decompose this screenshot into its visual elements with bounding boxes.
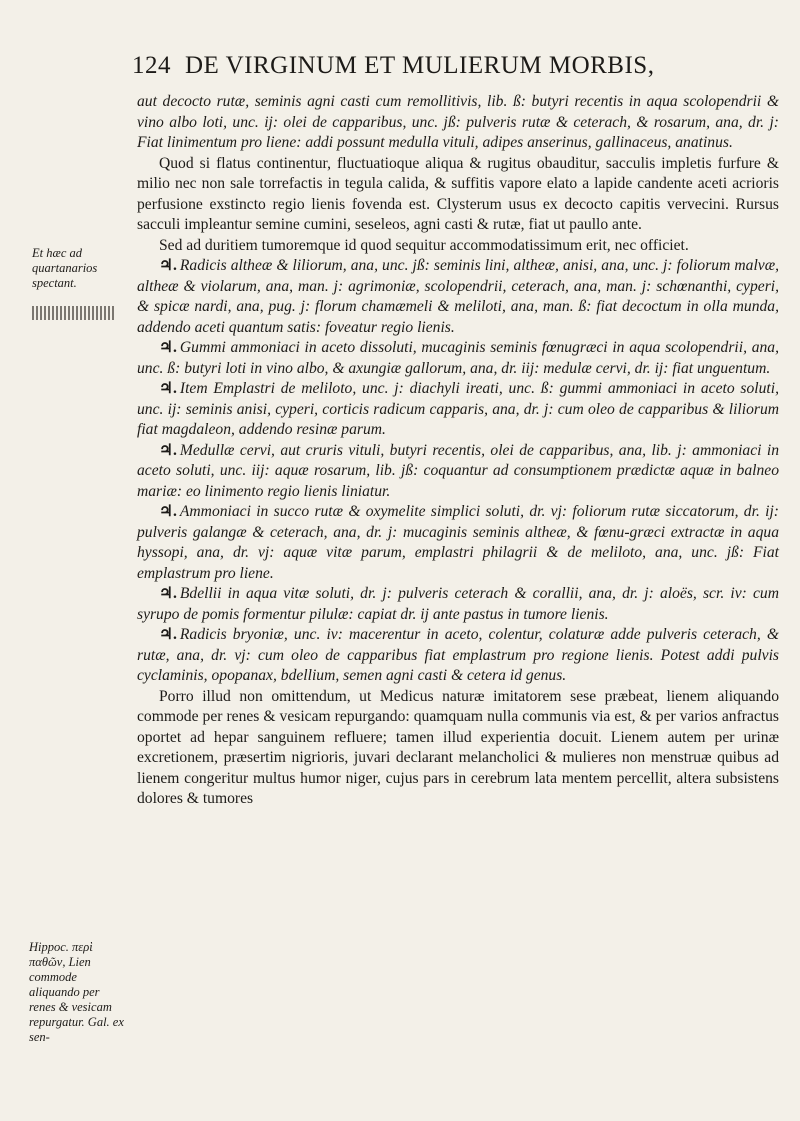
recipe-6 <box>137 584 779 625</box>
recipe-text: Ammoniaci in succo rutæ & oxymelite simplici soluti, dr. vj: foliorum rutæ siccatorum, dr. ij: pulveris galangæ & ceterach, ana, dr. j: mucaginis seminis altheæ, & fœnu-græci extractæ in aqua hyssopi, ana, dr. vj: aquæ vitæ parum, emplastri philagrii & de meliloto, ana, unc. jß: Fiat emplastrum pro liene. <box>137 503 779 582</box>
recipe-symbol: ♃. <box>159 441 177 459</box>
recipe-symbol: ♃. <box>159 257 177 274</box>
margin-note-hippocrates: Hippoc. περὶ παθῶν, Lien commode aliquando per renes & vesicam repurgatur. Gal. ex sen- <box>29 940 124 1044</box>
recipe-text: Medullæ cervi, aut cruris vituli, butyri recentis, olei de capparibus, ana, lib. j: ammoniaci in aceto soluti, unc. iij: aquæ rosarum, lib. jß: coquantur ad consumptionem prædictæ aquæ in balneo mariæ: eo linimento regio lienis liniatur. <box>137 441 779 500</box>
recipe-5 <box>137 502 779 584</box>
recipe-symbol: ♃. <box>159 380 177 397</box>
recipe-3 <box>137 379 779 441</box>
recipe-text: Item Emplastri de meliloto, unc. j: diachyli ireati, unc. ß: gummi ammoniaci in aceto soluti, unc. ij: seminis anisi, cyperi, corticis radicum capparis, ana, dr. j: cum oleo de capparibus & liliorum fiat magdaleon, addendo resinæ parum. <box>137 380 779 438</box>
paragraph-2 <box>137 154 779 236</box>
paragraph-final <box>137 687 779 810</box>
recipe-text: Radicis altheæ & liliorum, ana, unc. jß: seminis lini, altheæ, anisi, ana, unc. j: foliorum malvæ, altheæ & violarum, ana, man. j: agrimoniæ, scolopendrii, ceterach, ana, man. j: schœnanthi, cyperi, & spicæ nardi, ana, pug. j: florum chamæmeli & meliloti, ana, man. ß: fiat decoctum in olla munda, addendo aceti quantum satis: foveatur regio lienis. <box>137 257 779 336</box>
page-number: 124 <box>132 52 171 79</box>
recipe-text: Gummi ammoniaci in aceto dissoluti, mucaginis seminis fœnugræci in aqua scolopendrii, ana, unc. ß: butyri loti in vino albo, & axungiæ gallorum, ana, dr. iij: medulæ cervi, dr. ij: fiat unguentum. <box>137 339 779 377</box>
running-title: DE VIRGINUM ET MULIERUM MORBIS, <box>185 52 655 79</box>
recipe-7 <box>137 625 779 687</box>
recipe-symbol: ♃. <box>159 339 177 356</box>
recipe-4 <box>137 441 779 503</box>
main-text <box>137 92 779 810</box>
paragraph-text: Quod si flatus continentur, fluctuatioque aliqua & rugitus obauditur, sacculis impletis furfure & milio nec non sale torrefactis in tegula calida, & suffitis vapore elato a lapide candente aceti acrioris perfusione exstincto regio lienis fovenda est. Clysterum usus ex decocto capitis vervecini. Rursus sacculi impleantur semine cumini, seseleos, agni casti & rutæ, fiat ut paullo ante. <box>137 154 779 233</box>
paragraph-1 <box>137 92 779 154</box>
recipe-1 <box>137 256 779 338</box>
paragraph-text: aut decocto rutæ, seminis agni casti cum remollitivis, lib. ß: butyri recentis in aqua scolopendrii & vino albo loti, unc. ij: olei de capparibus, unc. jß: pulveris rutæ & ceterach, & rosarum, ana, dr. j: Fiat linimentum pro liene: addi possunt medulla vituli, adipes anserinus, gallinaceus, anatinus. <box>137 93 779 151</box>
paragraph-text: Sed ad duritiem tumoremque id quod sequitur accommodatissimum erit, nec officiet. <box>159 236 689 254</box>
recipe-2 <box>137 338 779 379</box>
recipe-symbol: ♃. <box>159 585 177 602</box>
margin-note-quartan: Et hæc ad quartanarios spectant. <box>32 246 98 290</box>
recipe-symbol: ♃. <box>159 503 177 520</box>
paragraph-3 <box>137 236 779 257</box>
recipe-text: Bdellii in aqua vitæ soluti, dr. j: pulveris ceterach & corallii, ana, dr. j: aloës, scr. iv: cum syrupo de pomis formentur pilulæ: capiat dr. ij ante pastus in tumore lienis. <box>137 585 779 623</box>
ornament-divider <box>32 306 116 320</box>
page-header <box>132 52 782 80</box>
paragraph-text: Porro illud non omittendum, ut Medicus naturæ imitatorem sese præbeat, lienem aliquando commode per renes & vesicam repurgando: quamquam nulla communis via est, & per varios anfractus oportet ad hepar sanguinem refluere; tamen illud experientia docuit. Lienem autem per urinæ excretionem, præsertim nigrioris, juvari declarant melancholici & mulieres non menstruæ quibus ad lienem congeritur multus humor niger, cujus pars in cerebrum lata mentem percellit, altera subsistens dolores & tumores <box>137 687 779 807</box>
recipe-symbol: ♃. <box>159 626 177 643</box>
recipe-text: Radicis bryoniæ, unc. iv: macerentur in aceto, colentur, colaturæ adde pulveris ceterach, & rutæ, ana, dr. vj: cum oleo de capparibus fiat emplastrum pro regione lienis. Potest addi pulvis cyclaminis, opopanax, bdellium, semen agni casti & cetera id genus. <box>137 626 779 684</box>
